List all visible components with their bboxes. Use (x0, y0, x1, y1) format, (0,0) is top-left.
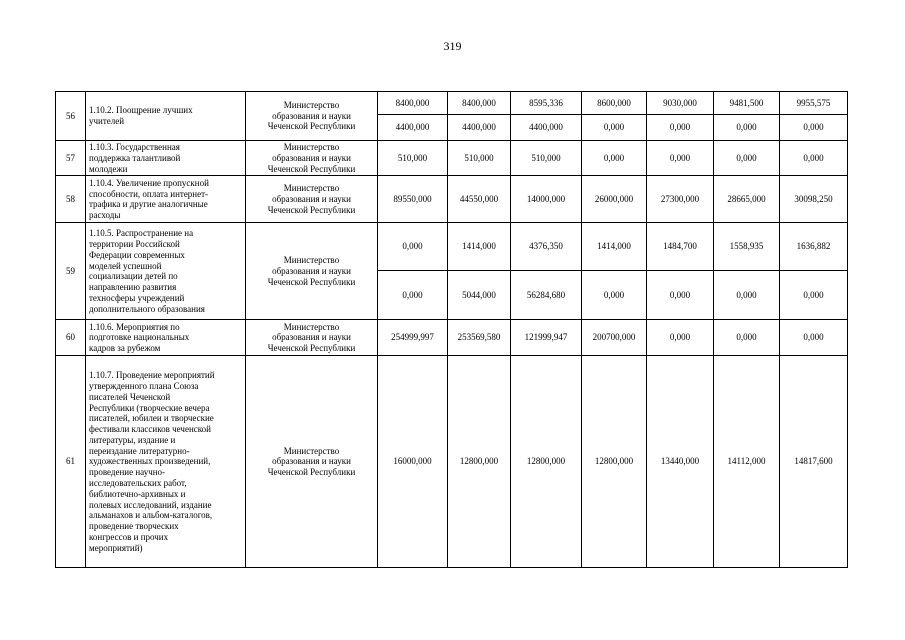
row-number: 58 (56, 176, 86, 223)
value-cell: 0,000 (714, 141, 780, 176)
value-cell: 12800,000 (511, 356, 582, 568)
value-cell: 9955,575 (780, 92, 848, 115)
table-row (56, 356, 848, 568)
value-cell: 0,000 (780, 271, 848, 320)
value-cell: 0,000 (780, 141, 848, 176)
value-cell: 13440,000 (647, 356, 714, 568)
activity-name: 1.10.7. Проведение мероприятий утвержденного плана Союза писателей Чеченской Республики (творческие вечера писателей, юбилеи и творческие фестивали классиков чеченской литературы, издание и переиздание литературно- художественных произведений, проведение научно- исследовательских работ, библиотечно-архивных и полевых исследований, издание альманахов и альбом-каталогов, проведение творческих конгрессов и прочих мероприятий) (86, 356, 246, 568)
value-cell: 27300,000 (647, 176, 714, 223)
value-cell: 0,000 (714, 271, 780, 320)
executor: Министерство образования и науки Чеченской Республики (246, 356, 378, 568)
value-cell: 30098,250 (780, 176, 848, 223)
activity-name: 1.10.2. Поощрение лучших учителей (86, 92, 246, 141)
value-cell: 1484,700 (647, 223, 714, 271)
row-number: 56 (56, 92, 86, 141)
value-cell: 16000,000 (378, 356, 448, 568)
value-cell: 4400,000 (378, 115, 448, 141)
value-cell: 4400,000 (448, 115, 511, 141)
value-cell: 12800,000 (448, 356, 511, 568)
activity-name: 1.10.5. Распространение на территории Российской Федерации современных моделей успешной социализации детей по направлению развития техносферы учреждений дополнительного образования (86, 223, 246, 320)
executor: Министерство образования и науки Чеченской Республики (246, 176, 378, 223)
value-cell: 121999,947 (511, 320, 582, 356)
value-cell: 44550,000 (448, 176, 511, 223)
value-cell: 1636,882 (780, 223, 848, 271)
table-row (56, 92, 848, 115)
executor: Министерство образования и науки Чеченской Республики (246, 141, 378, 176)
value-cell: 253569,580 (448, 320, 511, 356)
value-cell: 0,000 (582, 271, 647, 320)
table-row (56, 176, 848, 223)
value-cell: 0,000 (582, 141, 647, 176)
value-cell: 9030,000 (647, 92, 714, 115)
value-cell: 510,000 (511, 141, 582, 176)
row-number: 59 (56, 223, 86, 320)
value-cell: 8600,000 (582, 92, 647, 115)
value-cell: 0,000 (647, 141, 714, 176)
value-cell: 14000,000 (511, 176, 582, 223)
value-cell: 5044,000 (448, 271, 511, 320)
value-cell: 510,000 (448, 141, 511, 176)
value-cell: 89550,000 (378, 176, 448, 223)
value-cell: 8400,000 (378, 92, 448, 115)
value-cell: 0,000 (378, 223, 448, 271)
value-cell: 0,000 (780, 320, 848, 356)
value-cell: 8400,000 (448, 92, 511, 115)
value-cell: 14817,600 (780, 356, 848, 568)
value-cell: 12800,000 (582, 356, 647, 568)
value-cell: 14112,000 (714, 356, 780, 568)
executor: Министерство образования и науки Чеченской Республики (246, 223, 378, 320)
value-cell: 510,000 (378, 141, 448, 176)
table-row (56, 223, 848, 271)
value-cell: 8595,336 (511, 92, 582, 115)
table-row (56, 320, 848, 356)
value-cell: 4400,000 (511, 115, 582, 141)
value-cell: 200700,000 (582, 320, 647, 356)
executor: Министерство образования и науки Чеченской Республики (246, 92, 378, 141)
value-cell: 0,000 (714, 320, 780, 356)
activity-name: 1.10.4. Увеличение пропускной способности, оплата интернет- трафика и другие аналогичные расходы (86, 176, 246, 223)
executor: Министерство образования и науки Чеченской Республики (246, 320, 378, 356)
value-cell: 0,000 (780, 115, 848, 141)
activity-name: 1.10.6. Мероприятия по подготовке национальных кадров за рубежом (86, 320, 246, 356)
value-cell: 1558,935 (714, 223, 780, 271)
value-cell: 0,000 (582, 115, 647, 141)
page-number: 319 (443, 39, 462, 53)
value-cell: 56284,680 (511, 271, 582, 320)
value-cell: 0,000 (378, 271, 448, 320)
value-cell: 254999,997 (378, 320, 448, 356)
value-cell: 1414,000 (448, 223, 511, 271)
value-cell: 0,000 (647, 271, 714, 320)
row-number: 57 (56, 141, 86, 176)
value-cell: 0,000 (647, 115, 714, 141)
value-cell: 1414,000 (582, 223, 647, 271)
table-row (56, 141, 848, 176)
activity-name: 1.10.3. Государственная поддержка талантливой молодежи (86, 141, 246, 176)
row-number: 60 (56, 320, 86, 356)
value-cell: 0,000 (647, 320, 714, 356)
value-cell: 26000,000 (582, 176, 647, 223)
value-cell: 4376,350 (511, 223, 582, 271)
value-cell: 9481,500 (714, 92, 780, 115)
budget-table (55, 91, 848, 568)
value-cell: 0,000 (714, 115, 780, 141)
value-cell: 28665,000 (714, 176, 780, 223)
row-number: 61 (56, 356, 86, 568)
